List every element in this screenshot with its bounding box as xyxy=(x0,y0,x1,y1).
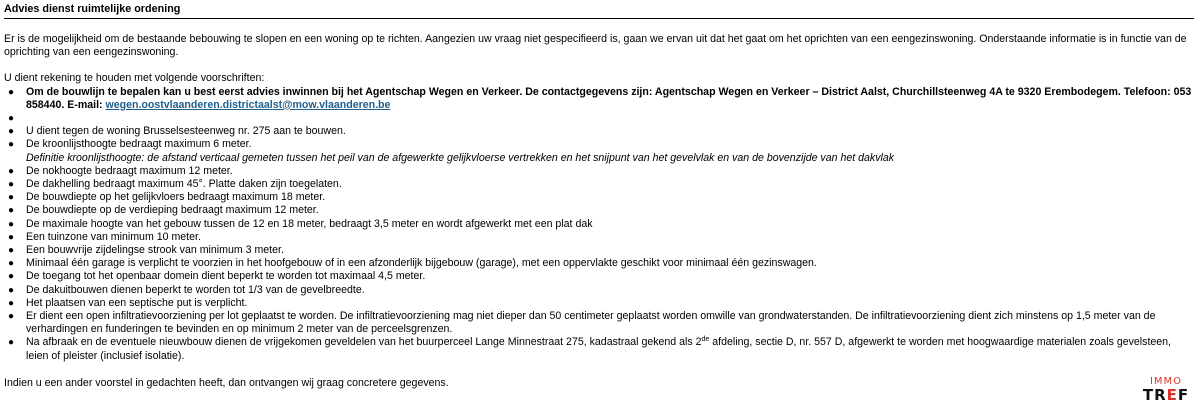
document xyxy=(4,3,1194,390)
requirements-list xyxy=(4,86,1194,363)
bullet-icon: ● xyxy=(8,245,15,257)
closing-paragraph: Indien u een ander voorstel in gedachten heeft, dan ontvangen wij graag concretere gegevens. xyxy=(4,376,449,389)
list-item: ● Een tuinzone van minimum 10 meter. xyxy=(8,230,201,243)
bullet-icon: ● xyxy=(8,297,15,309)
list-item: ● De bouwdiepte op de verdieping bedraagt maximum 12 meter. xyxy=(8,204,319,217)
definition-text: Definitie kroonlijsthoogte: de afstand verticaal gemeten tussen het peil van de afgewerkte gelijkvloerse vertrekken en het snijpunt van het gevelvlak en van de bovenzijde van het dakvlak xyxy=(26,151,895,164)
bullet-icon: ● xyxy=(8,86,15,98)
list-item: ● Na afbraak en de eventuele nieuwbouw dienen de vrijgekomen geveldelen van het buurperceel Lange Minnestraat 275, kadastraal gekend als 2de afdeling, sectie D, nr. 557 D, afgewerkt te worden met hoogwaardige materialen zoals gevelsteen, leien of pleister (inclusief isolatie). xyxy=(8,336,1172,362)
bullet-icon: ● xyxy=(8,231,15,243)
list-item: ● De bouwdiepte op het gelijkvloers bedraagt maximum 18 meter. xyxy=(8,191,326,204)
logo-bottom-text: TREF xyxy=(1142,386,1190,404)
email-link[interactable]: wegen.oostvlaanderen.districtaalst@mow.vlaanderen.be xyxy=(105,98,391,111)
bullet-icon: ● xyxy=(8,271,15,283)
list-item: ● De dakuitbouwen dienen beperkt te worden tot 1/3 van de gevelbreedte. xyxy=(8,283,365,296)
list-item: ● U dient tegen de woning Brusselsesteenweg nr. 275 aan te bouwen. xyxy=(8,125,346,138)
bullet-icon: ● xyxy=(8,113,15,125)
bullet-icon: ● xyxy=(8,205,15,217)
bullet-icon: ● xyxy=(8,179,15,191)
bullet-icon: ● xyxy=(8,139,15,151)
list-item: ● De maximale hoogte van het gebouw tussen de 12 en 18 meter, bedraagt 3,5 meter en wordt afgewerkt met een plat dak xyxy=(8,217,593,230)
bullet-icon: ● xyxy=(8,311,15,323)
list-item: ● Minimaal één garage is verplicht te voorzien in het hoofgebouw of in een afzonderlijk bijgebouw (garage), met een oppervlakte geschikt voor minimaal één gezinswagen. xyxy=(8,257,817,270)
requirements-lead: U dient rekening te houden met volgende voorschriften: xyxy=(4,72,265,85)
bullet-icon: ● xyxy=(8,258,15,270)
bullet-icon: ● xyxy=(8,192,15,204)
bullet-icon: ● xyxy=(8,218,15,230)
list-item: ● Om de bouwlijn te bepalen kan u best eerst advies inwinnen bij het Agentschap Wegen en Verkeer. De contactgegevens zijn: Agentschap Wegen en Verkeer – District Aalst, Churchillsteenweg 4A te 9320 Erembodegem. Telefoon: 053 858440. E-mail: wegen.oostvlaanderen.districtaalst@mow.vlaanderen.be xyxy=(8,85,1192,111)
section-title: Advies dienst ruimtelijke ordening xyxy=(4,3,1194,19)
intro-paragraph: Er is de mogelijkheid om de bestaande bebouwing te slopen en een woning op te richten. Aangezien uw vraag niet gespecifieerd is, gaan we ervan uit dat het gaat om het oprichten van een eengezinswoning. Onderstaande informatie is in functie van de oprichting van een eengezinswoning. xyxy=(4,33,1187,59)
list-item: ● De dakhelling bedraagt maximum 45°. Platte daken zijn toegelaten. xyxy=(8,178,342,191)
list-item xyxy=(8,112,1194,125)
bullet-icon: ● xyxy=(8,165,15,177)
list-item: ● De kroonlijsthoogte bedraagt maximum 6 meter. Definitie kroonlijsthoogte: de afstand verticaal gemeten tussen het peil van de afgewerkte gelijkvloerse vertrekken en het snijpunt van het gevelvlak en van de bovenzijde van het dakvlak xyxy=(8,138,895,164)
logo-top-text: IMMO xyxy=(1149,376,1183,387)
bullet-icon: ● xyxy=(8,284,15,296)
bullet-icon: ● xyxy=(8,337,15,349)
immo-tref-logo xyxy=(1140,376,1192,403)
bullet-icon: ● xyxy=(8,126,15,138)
list-item: ● De toegang tot het openbaar domein dient beperkt te worden tot maximaal 4,5 meter. xyxy=(8,270,426,283)
list-item: ● Een bouwvrije zijdelingse strook van minimum 3 meter. xyxy=(8,244,284,257)
list-item: ● Het plaatsen van een septische put is verplicht. xyxy=(8,296,248,309)
list-item: ● De nokhoogte bedraagt maximum 12 meter. xyxy=(8,164,233,177)
list-item: ● Er dient een open infiltratievoorziening per lot geplaatst te worden. De infiltratievoorziening mag niet dieper dan 50 centimeter geplaatst worden omwille van grondwaterstanden. De infiltratievoorziening dient zich minstens op 1,5 meter van de verhardingen en funderingen te bevinden en op minimum 2 meter van de perceelsgrenzen. xyxy=(8,310,1156,336)
